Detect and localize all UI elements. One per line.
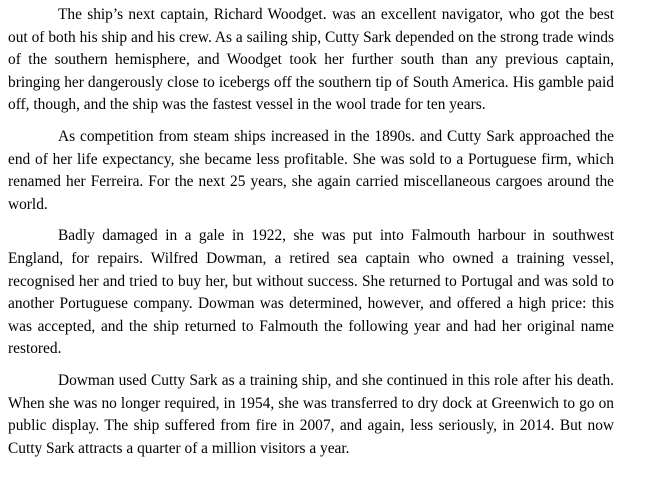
paragraph-greenwich: Dowman used Cutty Sark as a training ship, and she continued in this role after his death. When she was no longer required, in 1954, she was transferred to dry dock at Greenwich to go on public display. The ship suffered from fire in 2007, and again, less seriously, in 2014. But now Cutty Sark attracts a quarter of a million visitors a year. xyxy=(8,371,614,457)
paragraph-woodget: The ship’s next captain, Richard Woodget. was an excellent navigator, who got the best out of both his ship and his crew. As a sailing ship, Cutty Sark depended on the strong trade winds of the southern hemisphere, and Woodget took her further south than any previous captain, bringing her dangerously close to icebergs off the southern tip of South America. His gamble paid off, though, and the ship was the fastest vessel in the wool trade for ten years. xyxy=(8,6,614,114)
document-body xyxy=(8,4,614,460)
paragraph-dowman-purchase: Badly damaged in a gale in 1922, she was put into Falmouth harbour in southwest England, for repairs. Wilfred Dowman, a retired sea captain who owned a training vessel, recognised her and tried to buy her, but without success. She returned to Portugal and was sold to another Portuguese company. Dowman was determined, however, and offered a high price: this was accepted, and the ship returned to Falmouth the following year and had her original name restored. xyxy=(8,227,614,358)
paragraph-ferreira: As competition from steam ships increased in the 1890s. and Cutty Sark approached the end of her life expectancy, she became less profitable. She was sold to a Portuguese firm, which renamed her Ferreira. For the next 25 years, she again carried miscellaneous cargoes around the world. xyxy=(8,127,614,213)
